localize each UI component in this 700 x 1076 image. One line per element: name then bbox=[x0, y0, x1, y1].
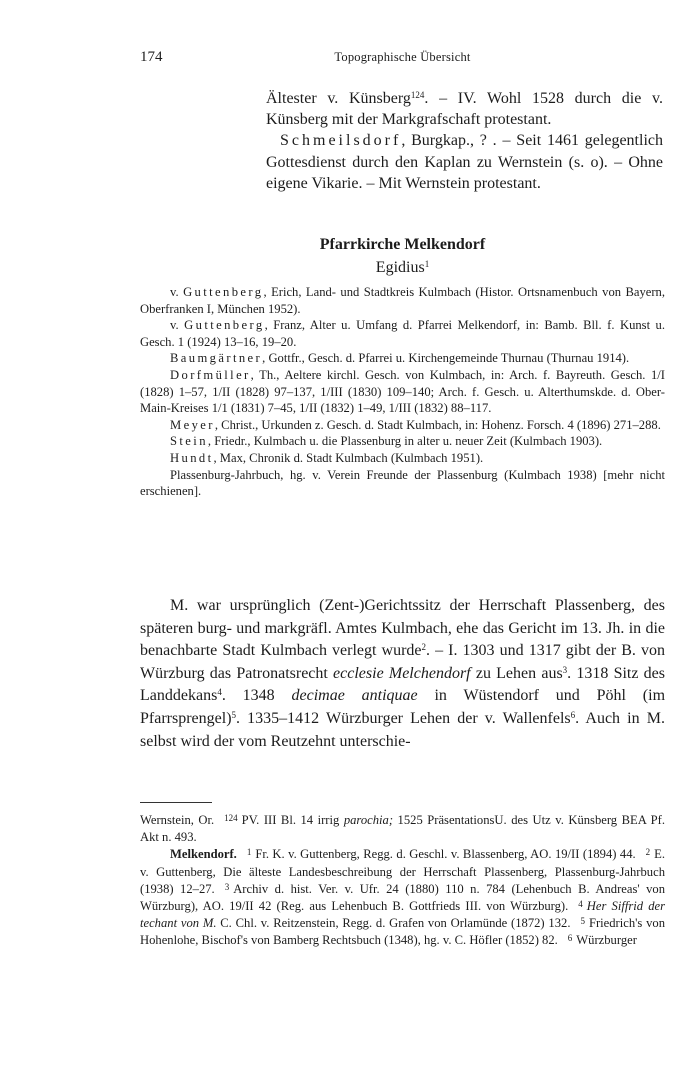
main-text bbox=[140, 595, 665, 753]
bibliography-entry: Plassenburg-Jahrbuch, hg. v. Verein Freunde der Plassenburg (Kulmbach 1938) [mehr nicht erschienen]. bbox=[140, 467, 665, 499]
page-number: 174 bbox=[140, 49, 163, 65]
author-name: Dorfmüller bbox=[170, 367, 251, 382]
bibliography-entry: Hundt, Max, Chronik d. Stadt Kulmbach (Kulmbach 1951). bbox=[170, 450, 484, 465]
continuation-paragraph: Ältester v. Künsberg$^{124}$. – IV. Wohl 1528 durch die v. Künsberg mit der Markgrafschaft protestant. bbox=[266, 90, 664, 129]
bibliography-entry: Dorfmüller, Th., Aeltere kirchl. Gesch. von Kulmbach, in: Arch. f. Bayreuth. Gesch. 1/I (1828) 1–57, 1/II (1828) 97–137, 1/III (1830) 109–140; Arch. f. Gesch. u. Alterthumskde. d. Ober-Main-Kreises 1/1 (1831) 7–45, 1/II (1832) 1–49, 1/III (1832) 88–117. bbox=[140, 367, 665, 416]
running-title: Topographische Übersicht bbox=[334, 50, 471, 64]
bibliography-entry: Stein, Friedr., Kulmbach u. die Plassenburg in alter u. neuer Zeit (Kulmbach 1903). bbox=[170, 434, 603, 449]
footnote-block: Wernstein, Or. $^{124}$ PV. III Bl. 14 irrig parochia; 1525 PräsentationsU. des Utz v. Künsberg BEA Pf. Akt n. 493. bbox=[140, 813, 665, 845]
footnote-ref: 4 bbox=[217, 687, 222, 698]
bibliography-entry: v. Guttenberg, Franz, Alter u. Umfang d. Pfarrei Melkendorf, in: Bamb. Bll. f. Kunst u. Gesch. 1 (1924) 13–16, 19–20. bbox=[140, 318, 665, 349]
bibliography bbox=[140, 284, 665, 500]
author-name: Hundt bbox=[170, 450, 214, 465]
footnote-ref: 5 bbox=[231, 709, 237, 720]
bibliography-entry: Baumgärtner, Gottfr., Gesch. d. Pfarrei u. Kirchengemeinde Thurnau (Thurnau 1914). bbox=[170, 351, 630, 366]
patron-saint: Egidius$^1$ bbox=[375, 259, 430, 276]
running-head bbox=[140, 49, 665, 71]
continuation-entry bbox=[266, 88, 663, 194]
footnote-ref: 1 bbox=[424, 259, 430, 269]
footnote-block: Melkendorf. $^1$ Fr. K. v. Guttenberg, Regg. d. Geschl. v. Blassenberg, AO. 19/II (1894) 44. $^2$ E. v. Guttenberg, Die älteste Landesbeschreibung der Herrschaft Plassenberg, Plassenburg-Jahrbuch (1938) 12–27. $^3$ Archiv d. hist. Ver. v. Ufr. 24 (1880) 110 n. 784 (Lehenbuch B. Andreas' von Würzburg), AO. 19/II 42 (Reg. aus Lehenbuch B. Gottfrieds III. von Würzburg). $^4$ Her Siffrid der techant von M. C. Chl. v. Reitzenstein, Regg. d. Grafen von Orlamünde (1872) 132. $^5$ Friedrich's von Hohenlohe, Bischof's von Bamberg Rechtsbuch (1348), hg. v. C. Höfler (1852) 82. $^6$ Würzburger bbox=[140, 847, 666, 948]
author-name: Baumgärtner bbox=[170, 351, 263, 366]
footnote-ref: 3 bbox=[562, 664, 568, 675]
footnote-ref: 124 bbox=[410, 90, 425, 100]
bibliography-entry: v. Guttenberg, Erich, Land- und Stadtkreis Kulmbach (Histor. Ortsnamenbuch von Bayern, Oberfranken I, München 1952). bbox=[140, 285, 665, 316]
section-heading: Pfarrkirche Melkendorf bbox=[319, 236, 486, 253]
footnote-ref: 2 bbox=[421, 642, 427, 653]
schmeilsdorf-entry: Schmeilsdorf, Burgkap., ? . – Seit 1461 gelegentlich Gottesdienst durch den Kaplan zu Wernstein (s. o). – Ohne eigene Vikarie. – Mit Wernstein protestant. bbox=[266, 132, 663, 192]
footnote-divider bbox=[140, 802, 212, 803]
place-name: Schmeilsdorf bbox=[280, 132, 402, 150]
bibliography-entry: Meyer, Christ., Urkunden z. Gesch. d. Stadt Kulmbach, in: Hohenz. Forsch. 4 (1896) 271–288. bbox=[170, 417, 661, 432]
author-name: Stein bbox=[170, 434, 208, 449]
author-name: Meyer bbox=[170, 417, 215, 432]
author-name: Guttenberg bbox=[183, 285, 264, 299]
author-name: Guttenberg bbox=[184, 318, 265, 333]
footnotes bbox=[140, 812, 665, 950]
body-paragraph: M. war ursprünglich (Zent-)Gerichtssitz der Herrschaft Plassenberg, des späteren burg- und markgräfl. Amtes Kulmbach, ehe das Gericht im 13. Jh. in die benachbarte Stadt Kulmbach verlegt wurde$^2$. – I. 1303 und 1317 gibt der B. von Würzburg das Patronatsrecht ecclesie Melchendorf zu Lehen aus$^3$. 1318 Sitz des Landdekans$^4$. 1348 decimae antiquae in Wüstendorf und Pöhl (im Pfarrsprengel)$^5$. 1335–1412 Würzburger Lehen der v. Wallenfels$^6$. Auch in M. selbst wird der vom Reutzehnt unterschie- bbox=[140, 597, 666, 750]
footnote-ref: 6 bbox=[570, 709, 576, 720]
